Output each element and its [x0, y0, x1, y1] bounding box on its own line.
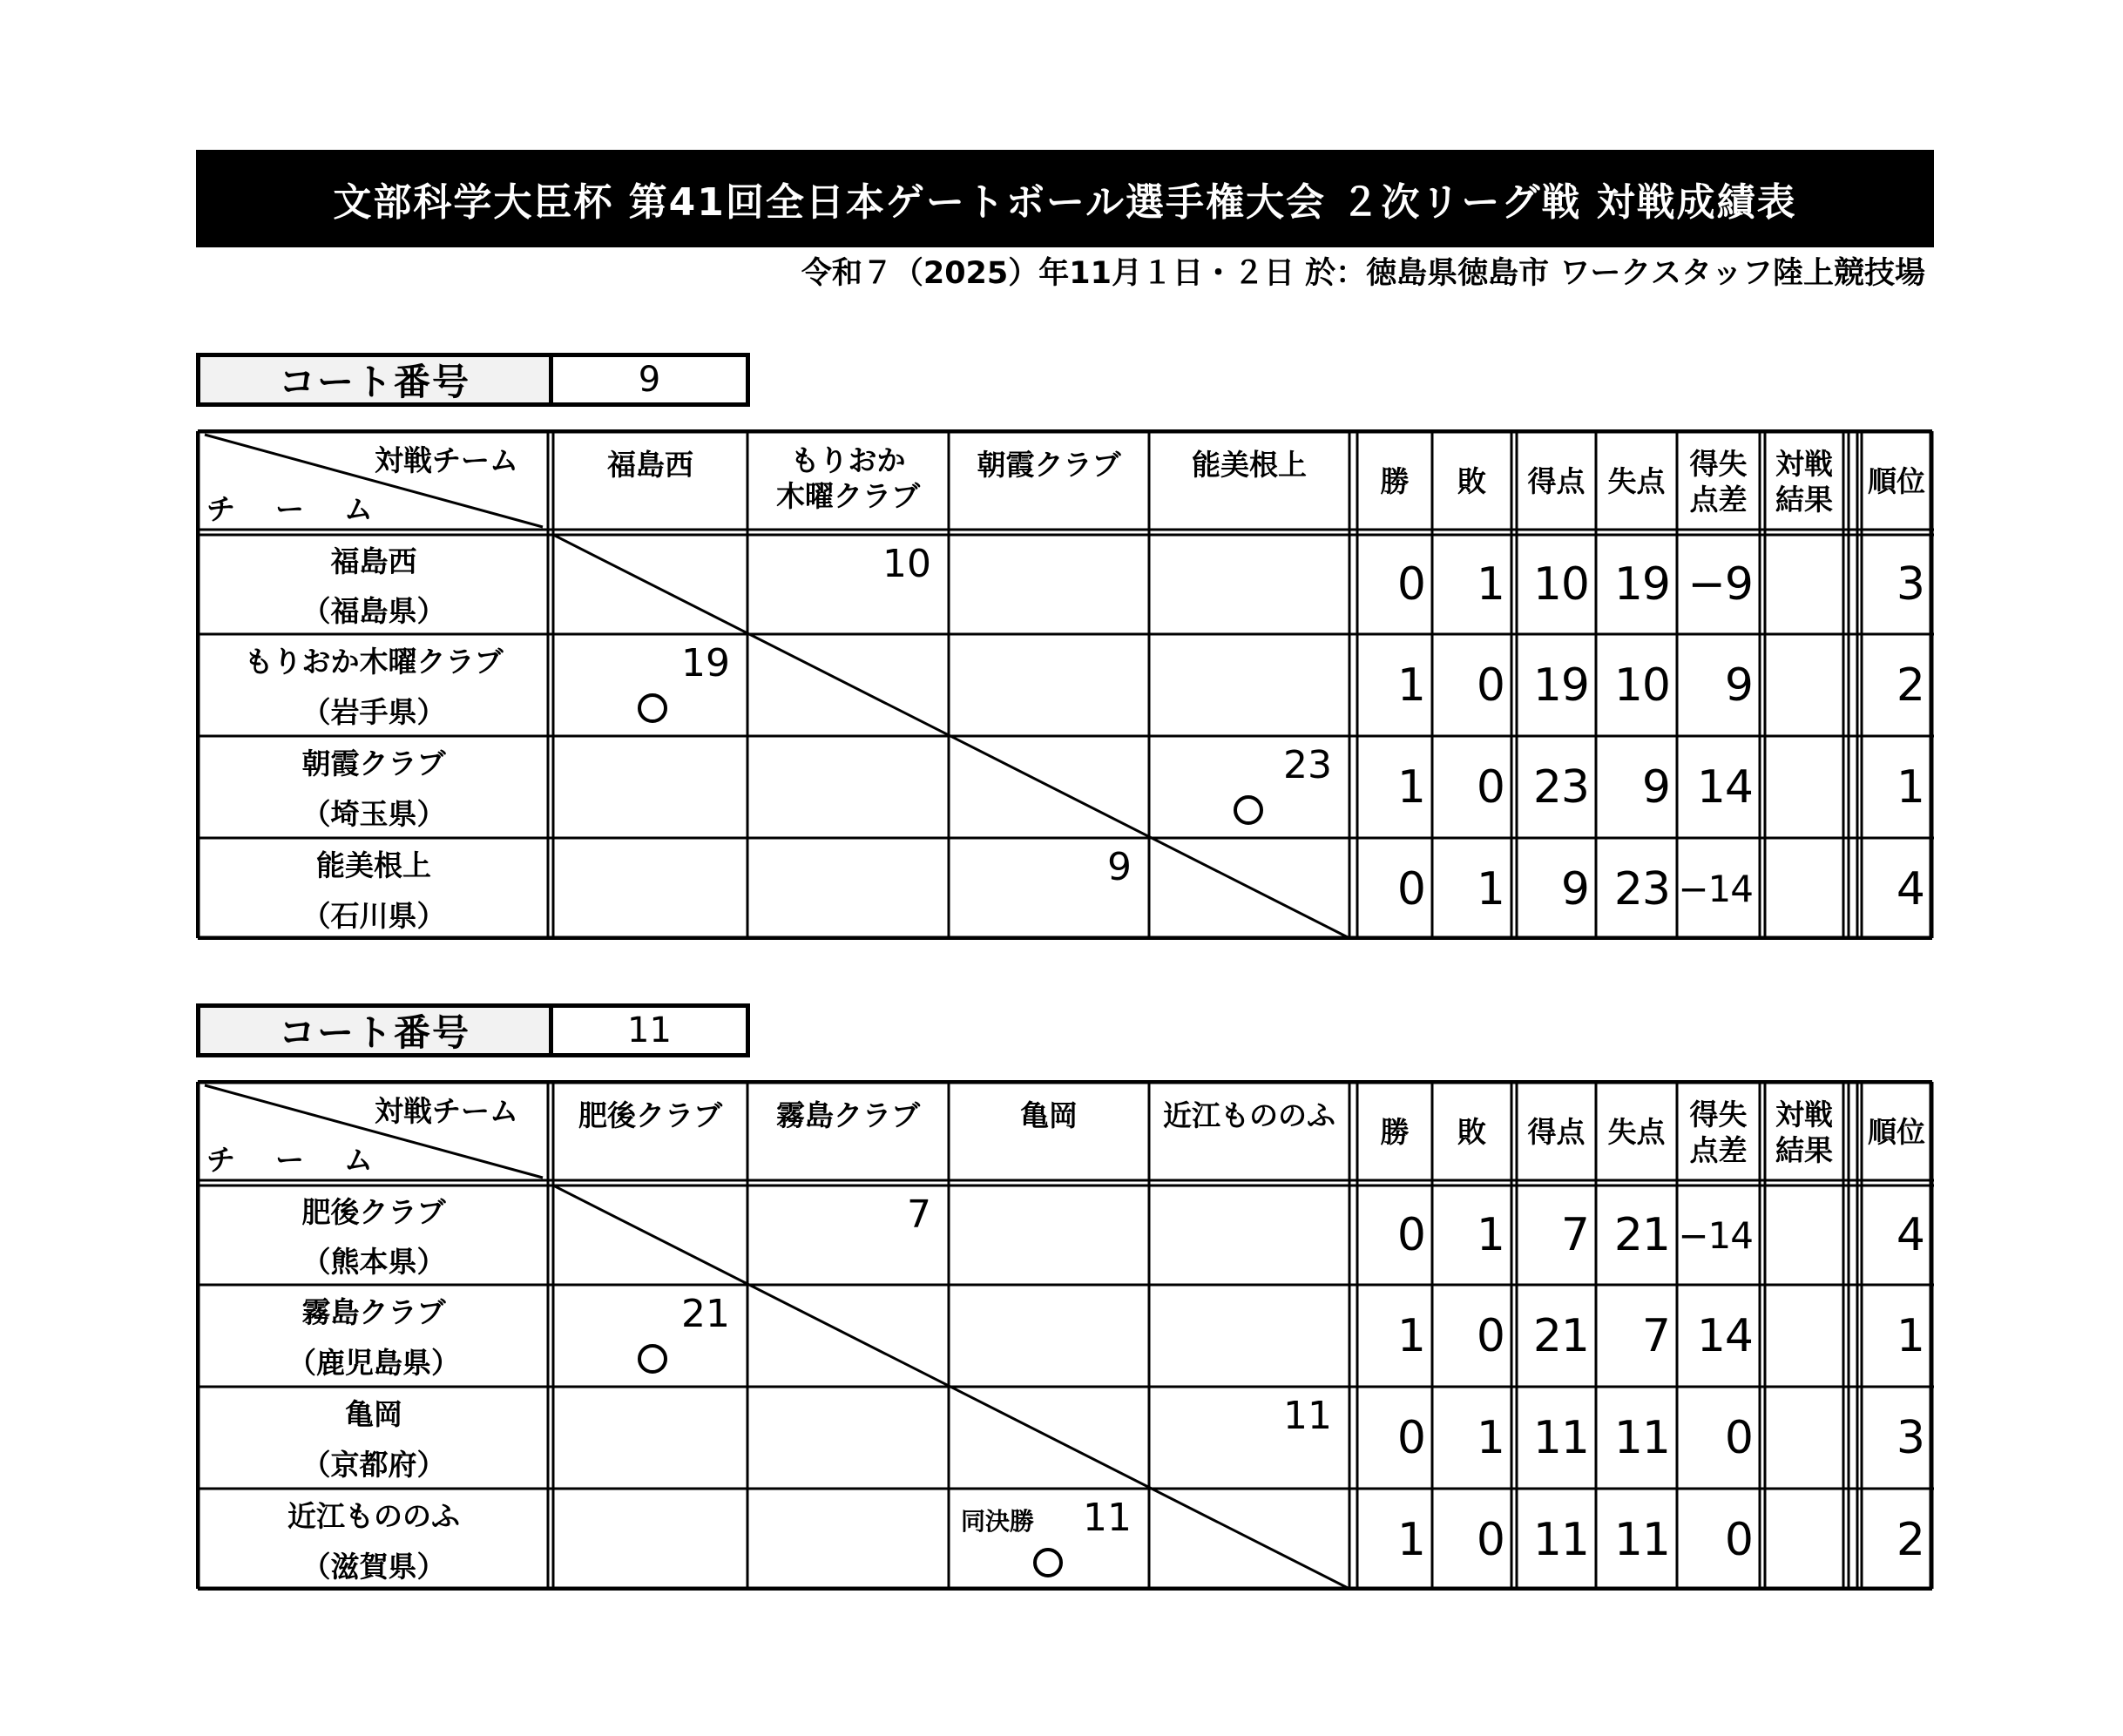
team-cell	[201, 736, 546, 838]
stat-result	[1765, 535, 1843, 634]
stat-header-label: 失点	[1607, 1115, 1666, 1150]
stat-header	[1765, 1085, 1843, 1179]
stat-rank: 4	[1896, 862, 1924, 915]
win-circle-mark	[638, 1344, 667, 1374]
stat-header-label: 結果	[1775, 1133, 1833, 1167]
match-score	[1149, 838, 1349, 890]
table-row	[196, 1185, 1934, 1285]
stat-header-label: 得失	[1689, 1097, 1748, 1131]
match-score	[949, 1285, 1149, 1337]
stat-wins: 1	[1396, 760, 1425, 814]
stat-diff: −14	[1678, 868, 1753, 910]
stat-pa: 19	[1613, 558, 1670, 611]
stat-losses: 1	[1476, 1411, 1504, 1464]
opponent-name: 木曜クラブ	[776, 479, 920, 513]
stat-losses: 1	[1476, 558, 1504, 611]
stat-pa: 21	[1613, 1209, 1670, 1261]
team-name: 近江もののふ	[287, 1498, 460, 1533]
win-circle-mark	[1234, 795, 1263, 825]
stat-pf: 7	[1560, 1209, 1589, 1261]
stat-wins: 0	[1396, 1411, 1425, 1464]
stat-header	[1517, 1085, 1596, 1179]
team-prefecture: （石川県）	[301, 899, 446, 934]
team-prefecture: （福島県）	[301, 594, 446, 628]
stat-diff: −14	[1678, 1213, 1753, 1257]
league-table	[196, 429, 1934, 940]
opponent-name: 近江もののふ	[1163, 1098, 1335, 1132]
stat-header-label: 得点	[1527, 1115, 1585, 1150]
opponent-name: 肥後クラブ	[578, 1098, 722, 1132]
match-score	[553, 535, 747, 587]
match-score: 11	[1083, 1496, 1132, 1540]
stat-losses: 0	[1476, 1309, 1504, 1362]
match-score: 9	[1107, 845, 1132, 889]
stat-wins: 0	[1396, 862, 1425, 915]
team-name: 朝霞クラブ	[301, 746, 446, 780]
stat-header	[1517, 435, 1596, 529]
match-score: 21	[681, 1292, 730, 1336]
team-prefecture: （滋賀県）	[301, 1550, 446, 1584]
team-prefecture: （埼玉県）	[301, 797, 446, 832]
opponent-name: 亀岡	[1020, 1098, 1078, 1132]
opponent-header	[1149, 1085, 1349, 1172]
stat-pf: 21	[1532, 1309, 1589, 1362]
stat-result	[1765, 736, 1843, 838]
opponent-header	[949, 435, 1149, 522]
stat-rank: 3	[1896, 558, 1924, 611]
team-prefecture: （京都府）	[301, 1448, 446, 1483]
match-score	[949, 634, 1149, 686]
stat-result	[1765, 1285, 1843, 1387]
match-score: 7	[907, 1192, 931, 1237]
table-row	[196, 838, 1934, 940]
match-score	[747, 1285, 949, 1337]
stat-rank: 2	[1896, 659, 1924, 712]
team-cell	[201, 1185, 546, 1285]
header-corner-opponent-label: 対戦チーム	[375, 1094, 518, 1128]
stat-pf: 10	[1532, 558, 1589, 611]
stat-header	[1432, 1085, 1511, 1179]
match-score	[747, 838, 949, 890]
match-score	[553, 736, 747, 788]
stat-wins: 0	[1396, 558, 1425, 611]
win-circle-mark	[638, 693, 667, 723]
stat-header	[1596, 1085, 1677, 1179]
stat-wins: 1	[1396, 1309, 1425, 1362]
table-row	[196, 535, 1934, 634]
stat-result	[1765, 1489, 1843, 1591]
header-corner-team-label: チ ー ム	[206, 492, 373, 526]
stat-losses: 0	[1476, 1513, 1504, 1566]
stat-header-label: 得点	[1527, 464, 1585, 499]
stat-diff: 14	[1696, 1309, 1753, 1362]
opponent-header	[1149, 435, 1349, 522]
table-row	[196, 736, 1934, 838]
stat-pf: 23	[1532, 760, 1589, 814]
opponent-header	[553, 1085, 747, 1172]
stat-header	[1862, 1085, 1931, 1179]
stat-pa: 7	[1641, 1309, 1670, 1362]
team-prefecture: （鹿児島県）	[287, 1346, 460, 1381]
match-score	[553, 838, 747, 890]
match-score	[949, 736, 1149, 788]
stat-result	[1765, 1387, 1843, 1489]
match-score	[949, 1185, 1149, 1238]
stat-header-label: 対戦	[1775, 446, 1833, 481]
court-label: コート番号	[200, 1008, 553, 1053]
stat-header	[1596, 435, 1677, 529]
stat-losses: 1	[1476, 1209, 1504, 1261]
team-name: 能美根上	[316, 848, 431, 882]
stat-wins: 1	[1396, 659, 1425, 712]
stat-pa: 9	[1641, 760, 1670, 814]
table-row	[196, 1489, 1934, 1591]
event-date-venue: 令和７（2025）年11月１日・２日 於：徳島県徳島市 ワークスタッフ陸上競技場	[801, 256, 1925, 291]
stat-pa: 23	[1613, 862, 1670, 915]
stat-header-label: 点差	[1689, 483, 1748, 517]
stat-header-label: 失点	[1607, 464, 1666, 499]
stat-header-label: 結果	[1775, 483, 1833, 517]
match-score	[747, 736, 949, 788]
match-score	[747, 1489, 949, 1541]
stat-rank: 4	[1896, 1209, 1924, 1261]
stat-diff: 9	[1724, 659, 1753, 712]
stat-pf: 11	[1532, 1513, 1589, 1566]
table-row	[196, 1285, 1934, 1387]
stat-header	[1677, 435, 1760, 529]
stat-wins: 0	[1396, 1209, 1425, 1261]
stat-pf: 9	[1560, 862, 1589, 915]
court-number-box	[196, 1003, 750, 1057]
opponent-name: もりおか	[790, 442, 906, 477]
court-label: コート番号	[200, 357, 553, 402]
match-score	[1149, 1285, 1349, 1337]
stat-header-label: 順位	[1868, 1115, 1925, 1150]
stat-header-label: 勝	[1380, 464, 1410, 499]
team-name: 福島西	[330, 544, 417, 578]
page-title: 文部科学大臣杯 第41回全日本ゲートボール選手権大会 ２次リーグ戦 対戦成績表	[196, 150, 1934, 247]
team-cell	[201, 1387, 546, 1489]
match-score: 19	[681, 641, 730, 686]
match-score	[747, 634, 949, 686]
stat-header-label: 敗	[1457, 464, 1486, 499]
match-score	[553, 1185, 747, 1238]
stat-pf: 11	[1532, 1411, 1589, 1464]
stat-header	[1765, 435, 1843, 529]
match-score	[1149, 535, 1349, 587]
opponent-name: 朝霞クラブ	[977, 448, 1121, 482]
table-row	[196, 634, 1934, 736]
stat-losses: 0	[1476, 760, 1504, 814]
stat-diff: −9	[1687, 558, 1753, 611]
league-table	[196, 1080, 1934, 1591]
court-number-box	[196, 353, 750, 407]
stat-result	[1765, 1185, 1843, 1285]
match-score	[949, 535, 1149, 587]
team-name: 霧島クラブ	[301, 1294, 446, 1329]
match-score	[553, 1387, 747, 1439]
opponent-header	[747, 435, 949, 522]
team-prefecture: （岩手県）	[301, 695, 446, 730]
opponent-header	[747, 1085, 949, 1172]
match-score	[553, 1489, 747, 1541]
match-score: 23	[1283, 743, 1332, 787]
team-cell	[201, 838, 546, 940]
team-name: 肥後クラブ	[301, 1195, 446, 1229]
match-score	[1149, 1489, 1349, 1541]
stat-result	[1765, 634, 1843, 736]
stat-wins: 1	[1396, 1513, 1425, 1566]
court-number: 9	[638, 360, 661, 400]
match-score	[747, 1387, 949, 1439]
stat-header	[1677, 1085, 1760, 1179]
table-row	[196, 1387, 1934, 1489]
stat-rank: 1	[1896, 760, 1924, 814]
stat-header	[1357, 435, 1432, 529]
match-score	[1149, 1185, 1349, 1238]
match-score: 10	[882, 542, 931, 586]
court-number: 11	[627, 1010, 672, 1050]
stat-header-label: 得失	[1689, 446, 1748, 481]
match-score: 11	[1283, 1394, 1332, 1438]
stat-diff: 0	[1724, 1513, 1753, 1566]
stat-rank: 3	[1896, 1411, 1924, 1464]
opponent-header	[553, 435, 747, 522]
stat-result	[1765, 838, 1843, 940]
team-name: 亀岡	[345, 1396, 402, 1431]
stat-pf: 19	[1532, 659, 1589, 712]
stat-losses: 1	[1476, 862, 1504, 915]
team-cell	[201, 634, 546, 736]
stat-losses: 0	[1476, 659, 1504, 712]
stat-rank: 2	[1896, 1513, 1924, 1566]
team-prefecture: （熊本県）	[301, 1245, 446, 1279]
team-name: もりおか木曜クラブ	[244, 644, 504, 679]
header-corner-team-label: チ ー ム	[206, 1143, 373, 1177]
opponent-name: 福島西	[607, 448, 693, 482]
opponent-name: 霧島クラブ	[776, 1098, 920, 1132]
stat-header-label: 勝	[1380, 1115, 1410, 1150]
stat-header-label: 順位	[1868, 464, 1925, 499]
stat-diff: 0	[1724, 1411, 1753, 1464]
tiebreak-note: 同決勝	[961, 1507, 1035, 1536]
stat-pa: 11	[1613, 1513, 1670, 1566]
match-score	[1149, 634, 1349, 686]
stat-header-label: 敗	[1457, 1115, 1486, 1150]
stat-pa: 11	[1613, 1411, 1670, 1464]
win-circle-mark	[1033, 1548, 1063, 1577]
stat-pa: 10	[1613, 659, 1670, 712]
opponent-name: 能美根上	[1192, 448, 1307, 482]
stat-header-label: 対戦	[1775, 1097, 1833, 1131]
header-corner-opponent-label: 対戦チーム	[375, 443, 518, 477]
opponent-header	[949, 1085, 1149, 1172]
stat-rank: 1	[1896, 1309, 1924, 1362]
team-cell	[201, 535, 546, 634]
team-cell	[201, 1285, 546, 1387]
stat-header-label: 点差	[1689, 1133, 1748, 1167]
stat-diff: 14	[1696, 760, 1753, 814]
match-score	[949, 1387, 1149, 1439]
stat-header	[1357, 1085, 1432, 1179]
stat-header	[1432, 435, 1511, 529]
team-cell	[201, 1489, 546, 1591]
stat-header	[1862, 435, 1931, 529]
